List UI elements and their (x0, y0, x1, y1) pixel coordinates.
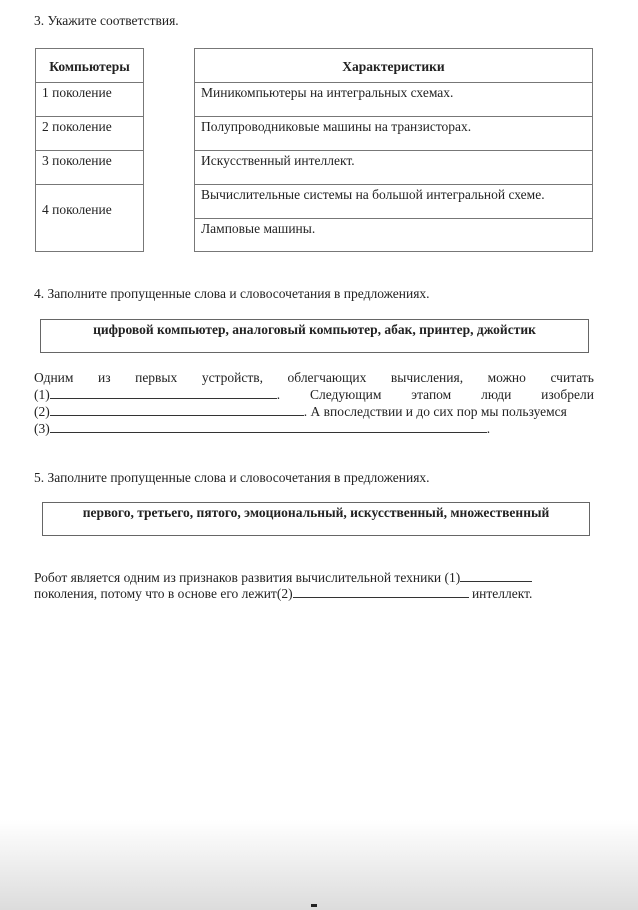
word: можно (487, 370, 526, 385)
sentence-text: поколения, потому что в основе его лежит(2) (34, 586, 293, 601)
word: Следующим (309, 387, 382, 402)
characteristic-cell: Миникомпьютеры на интегральных схемах. (194, 82, 593, 117)
task4-line-2 (34, 386, 594, 403)
task4-heading: 4. Заполните пропущенные слова и словосочетания в предложениях. (34, 286, 430, 301)
characteristic-cell: Вычислительные системы на большой интегральной схеме. (194, 184, 593, 219)
characteristic-cell: Искусственный интеллект. (194, 150, 593, 185)
generation-cell: 2 поколение (35, 116, 144, 151)
task4-line-1 (34, 370, 594, 386)
characteristics-header: Характеристики (194, 48, 593, 83)
word: первых (135, 370, 178, 385)
task5-heading: 5. Заполните пропущенные слова и словосочетания в предложениях. (34, 470, 430, 485)
task4-word-bank: цифровой компьютер, аналоговый компьютер, абак, принтер, джойстик (40, 319, 589, 353)
word: этапом (411, 387, 452, 402)
task4-line-3 (34, 403, 567, 420)
task5-line-2 (34, 585, 532, 602)
blank-label: (3) (34, 421, 50, 436)
sentence-text: . А впоследствии и до сих пор мы пользуемся (303, 404, 567, 419)
word: считать (550, 370, 594, 385)
generation-cell: 4 поколение (35, 184, 144, 252)
computers-header: Компьютеры (35, 48, 144, 83)
blank-1-group (34, 386, 280, 403)
characteristic-cell: Полупроводниковые машины на транзисторах. (194, 116, 593, 151)
generation-cell: 3 поколение (35, 150, 144, 185)
task4-line-4 (34, 420, 490, 437)
word: облегчающих (287, 370, 367, 385)
period: . (486, 421, 491, 436)
answer-blank-1[interactable] (50, 386, 277, 399)
word: устройств, (201, 370, 263, 385)
answer-blank-2[interactable] (293, 585, 469, 598)
word: вычисления, (390, 370, 464, 385)
answer-blank-3[interactable] (50, 420, 487, 433)
answer-blank-2[interactable] (50, 403, 304, 416)
word: люди (481, 387, 512, 402)
word: изобрели (541, 387, 594, 402)
period: . (276, 387, 281, 402)
sentence-text: интеллект. (468, 586, 533, 601)
word: из (97, 370, 111, 385)
page-number-mark (311, 904, 317, 907)
answer-blank-1[interactable] (460, 569, 532, 582)
task5-line-1 (34, 569, 532, 586)
task3-heading: 3. Укажите соответствия. (34, 13, 179, 28)
blank-label: (1) (34, 387, 50, 402)
sentence-text: Робот является одним из признаков развития вычислительной техники (1) (34, 570, 461, 585)
blank-label: (2) (34, 404, 50, 419)
page-bottom-shadow (0, 820, 638, 910)
task5-word-bank: первого, третьего, пятого, эмоциональный, искусственный, множественный (42, 502, 590, 536)
word: Одним (34, 370, 74, 385)
characteristic-cell: Ламповые машины. (194, 218, 593, 252)
generation-cell: 1 поколение (35, 82, 144, 117)
